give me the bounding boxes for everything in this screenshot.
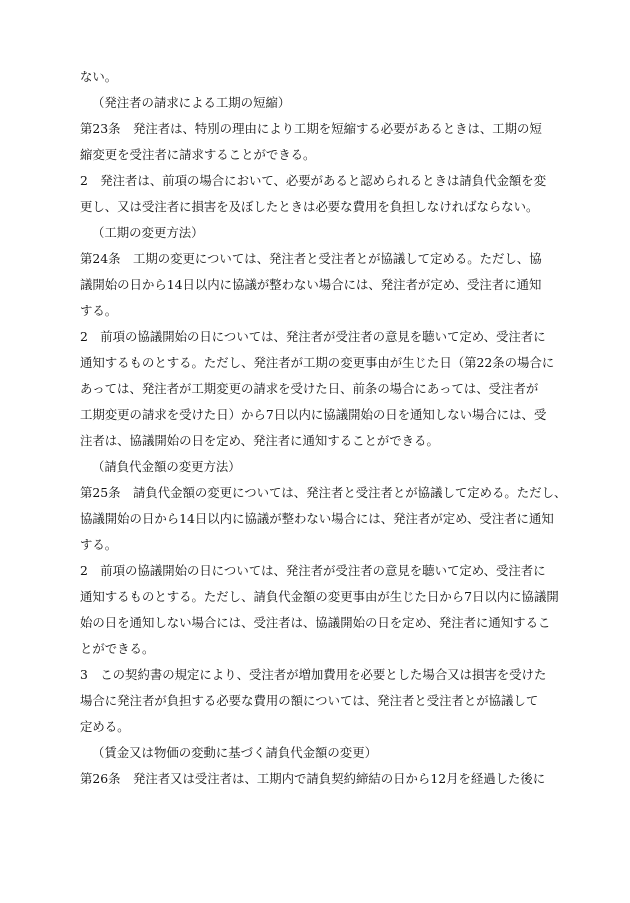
text-line: する。 xyxy=(80,303,118,318)
text-line: する。 xyxy=(80,537,118,552)
text-line: 縮変更を受注者に請求することができる。 xyxy=(80,147,316,162)
article-25-line: 第25条 請負代金額の変更については、発注者と受注者とが協議して定める。ただし、 xyxy=(80,485,567,500)
article-24-line: 第24条 工期の変更については、発注者と受注者とが協議して定める。ただし、協 xyxy=(80,251,542,266)
text-line: 3 この契約書の規定により、受注者が増加費用を必要とした場合又は損害を受けた xyxy=(80,667,547,682)
text-line: 議開始の日から14日以内に協議が整わない場合には、発注者が定め、受注者に通知 xyxy=(80,277,542,292)
text-line: 定める。 xyxy=(80,719,130,734)
text-line: 2 前項の協議開始の日については、発注者が受注者の意見を聴いて定め、受注者に xyxy=(80,563,546,578)
article-26-line: 第26条 発注者又は受注者は、工期内で請負契約締結の日から12月を経過した後に xyxy=(80,771,546,786)
text-line: 2 発注者は、前項の場合において、必要があると認められるときは請負代金額を変 xyxy=(80,173,547,188)
text-line: あっては、発注者が工期変更の請求を受けた日、前条の場合にあっては、受注者が xyxy=(80,381,539,396)
text-line: 注者は、協議開始の日を定め、発注者に通知することができる。 xyxy=(80,433,439,448)
text-line: 通知するものとする。ただし、発注者が工期の変更事由が生じた日（第22条の場合に xyxy=(80,355,555,370)
text-line: ない。 xyxy=(80,69,118,84)
text-line: 通知するものとする。ただし、請負代金額の変更事由が生じた日から7日以内に協議開 xyxy=(80,589,559,604)
text-line: とができる。 xyxy=(80,641,155,656)
text-line: 協議開始の日から14日以内に協議が整わない場合には、発注者が定め、受注者に通知 xyxy=(80,511,554,526)
document-body xyxy=(80,64,567,792)
text-line: 場合に発注者が負担する必要な費用の額については、発注者と受注者とが協議して xyxy=(80,693,539,708)
text-line: 更し、又は受注者に損害を及ぼしたときは必要な費用を負担しなければならない。 xyxy=(80,199,539,214)
text-line: 始の日を通知しない場合には、受注者は、協議開始の日を定め、発注者に通知するこ xyxy=(80,615,551,630)
article-heading: （工期の変更方法） xyxy=(92,225,204,240)
text-line: 2 前項の協議開始の日については、発注者が受注者の意見を聴いて定め、受注者に xyxy=(80,329,546,344)
text-line: 工期変更の請求を受けた日）から7日以内に協議開始の日を通知しない場合には、受 xyxy=(80,407,547,422)
article-heading: （請負代金額の変更方法） xyxy=(92,459,241,474)
article-heading: （発注者の請求による工期の短縮） xyxy=(92,95,291,110)
article-heading: （賃金又は物価の変動に基づく請負代金額の変更） xyxy=(92,745,377,760)
article-23-line: 第23条 発注者は、特別の理由により工期を短縮する必要があるときは、工期の短 xyxy=(80,121,542,136)
